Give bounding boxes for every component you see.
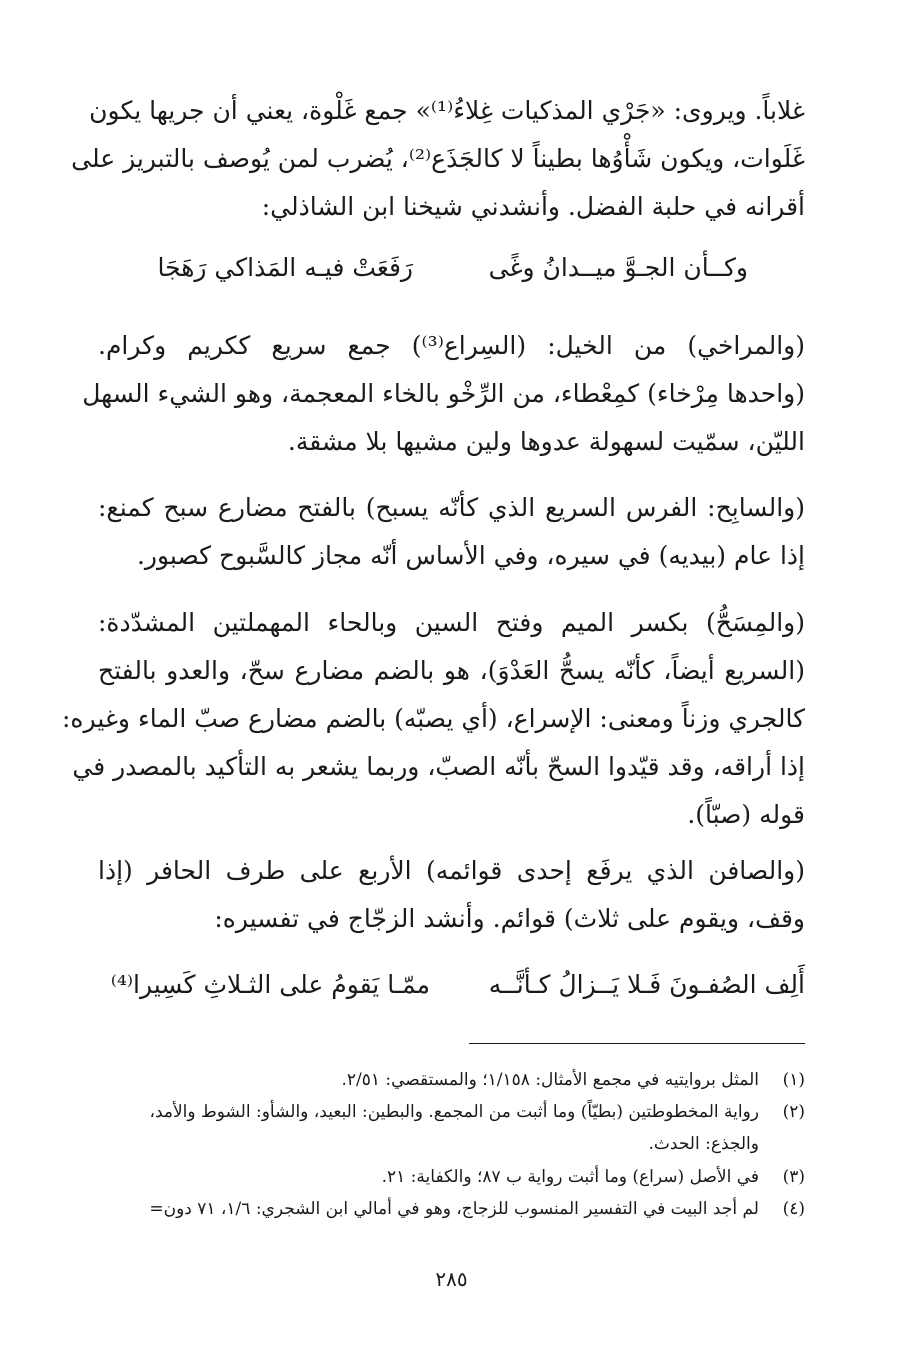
body-line: (والصافن الذي يرفَع إحدى قوائمه) الأربع على طرف الحافر (إذا — [98, 856, 805, 885]
body-line: إذا عام (بيديه) في سيره، وفي الأساس أنّه مجاز كالسَّبوح كصبور. — [136, 541, 805, 570]
footnote-text: في الأصل (سراع) وما أثبت رواية ب ٨٧؛ والكفاية: ٢١. — [381, 1167, 759, 1187]
body-line: غلاباً. ويروى: «جَرْي المذكيات غِلاءُ⁽¹⁾» جمع غَلْوة، يعني أن جريها يكون — [89, 96, 805, 125]
body-line: قوله (صبّاً). — [687, 800, 805, 829]
body-line: غَلَوات، ويكون شَأْوُها بطيناً لا كالجَذَع⁽²⁾، يُضرب لمن يُوصف بالتبريز على — [71, 144, 805, 173]
footnote-number: (٤) — [782, 1199, 805, 1219]
verse-2-first-hemistich: أَلِف الصُفـونَ فَـلا يَــزالُ كـأنَّــه — [488, 970, 805, 999]
footnote-number: (٢) — [782, 1102, 805, 1122]
body-line: (والمراخي) من الخيل: (السِراع⁽³⁾) جمع سريع ككريم وكرام. — [98, 331, 806, 360]
body-line: كالجري وزناً ومعنى: الإسراع، (أي يصبّه) بالضم مضارع صبّ الماء وغيره: — [62, 704, 805, 733]
body-line: إذا أراقه، وقد قيّدوا السحّ بأنّه الصبّ، وربما يشعر به التأكيد بالمصدر في — [72, 752, 805, 781]
body-line: (والسابِح: الفرس السريع الذي كأنّه يسبح) بالفتح مضارع سبح كمنع: — [98, 493, 805, 522]
footnote-text: لم أجد البيت في التفسير المنسوب للزجاج، وهو في أمالي ابن الشجري: ١/٦، ٧١ دون= — [149, 1199, 759, 1219]
body-line: (السريع أيضاً، كأنّه يسحُّ العَدْوَ)، هو بالضم مضارع سحّ، والعدو بالفتح — [98, 656, 805, 685]
body-line: أقرانه في حلبة الفضل. وأنشدني شيخنا ابن الشاذلي: — [261, 192, 805, 221]
body-line: (واحدها مِرْخاء) كمِعْطاء، من الرِّخْو بالخاء المعجمة، وهو الشيء السهل — [82, 379, 805, 408]
footnote-text: المثل بروايتيه في مجمع الأمثال: ١/١٥٨؛ والمستقصي: ٢/٥١. — [341, 1070, 759, 1090]
footnote-number: (١) — [782, 1070, 805, 1090]
footnote-number: (٣) — [782, 1167, 805, 1187]
footnote-text: رواية المخطوطتين (بطيّاً) وما أثبت من المجمع. والبطين: البعيد، والشأو: الشوط والأمد، — [149, 1102, 759, 1122]
body-line: وقف، ويقوم على ثلاث) قوائم. وأنشد الزجّاج في تفسيره: — [214, 904, 805, 933]
body-line: (والمِسَحُّ) بكسر الميم وفتح السين وبالحاء المهملتين المشدّدة: — [98, 608, 805, 637]
footnote-separator — [469, 1043, 805, 1044]
verse-2-second-hemistich: ممّـا يَقومُ على الثـلاثِ كَسِيرا⁽⁴⁾ — [110, 970, 430, 999]
verse-1-first-hemistich: وكــأن الجـوَّ ميــدانُ وغًى — [488, 253, 748, 282]
footnote-2-continuation: والجذع: الحدث. — [648, 1134, 759, 1154]
verse-1-second-hemistich: رَفَعَتْ فيـه المَذاكي رَهَجَا — [157, 253, 413, 282]
page-number: ٢٨٥ — [435, 1267, 468, 1291]
body-line: الليّن، سمّيت لسهولة عدوها ولين مشيها بلا مشقة. — [287, 427, 805, 456]
